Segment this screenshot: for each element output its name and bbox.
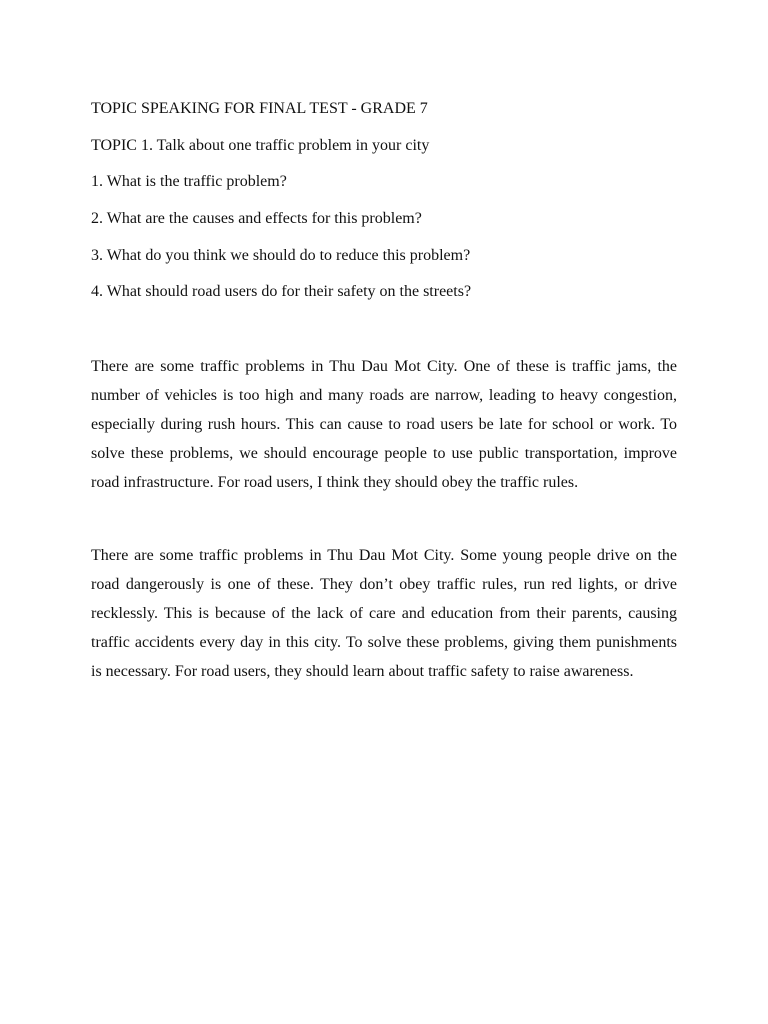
topic-heading: TOPIC 1. Talk about one traffic problem in your city bbox=[91, 136, 430, 154]
question-3: 3. What do you think we should do to reduce this problem? bbox=[91, 246, 471, 264]
document-body bbox=[91, 98, 677, 686]
answer-paragraph-2: There are some traffic problems in Thu Dau Mot City. Some young people drive on the road dangerously is one of these. They don’t obey traffic rules, run red lights, or drive recklessly. This is because of the lack of care and education from their parents, causing traffic accidents every day in this city. To solve these problems, giving them punishments is necessary. For road users, they should learn about traffic safety to raise awareness. bbox=[91, 547, 677, 681]
question-2: 2. What are the causes and effects for this problem? bbox=[91, 210, 422, 228]
question-1: 1. What is the traffic problem? bbox=[91, 173, 287, 191]
question-4: 4. What should road users do for their safety on the streets? bbox=[91, 283, 472, 301]
document-title: TOPIC SPEAKING FOR FINAL TEST - GRADE 7 bbox=[91, 100, 428, 117]
answer-paragraph-1: There are some traffic problems in Thu Dau Mot City. One of these is traffic jams, the number of vehicles is too high and many roads are narrow, leading to heavy congestion, especially during rush hours. This can cause to road users be late for school or work. To solve these problems, we should encourage people to use public transportation, improve road infrastructure. For road users, I think they should obey the traffic rules. bbox=[91, 358, 677, 492]
